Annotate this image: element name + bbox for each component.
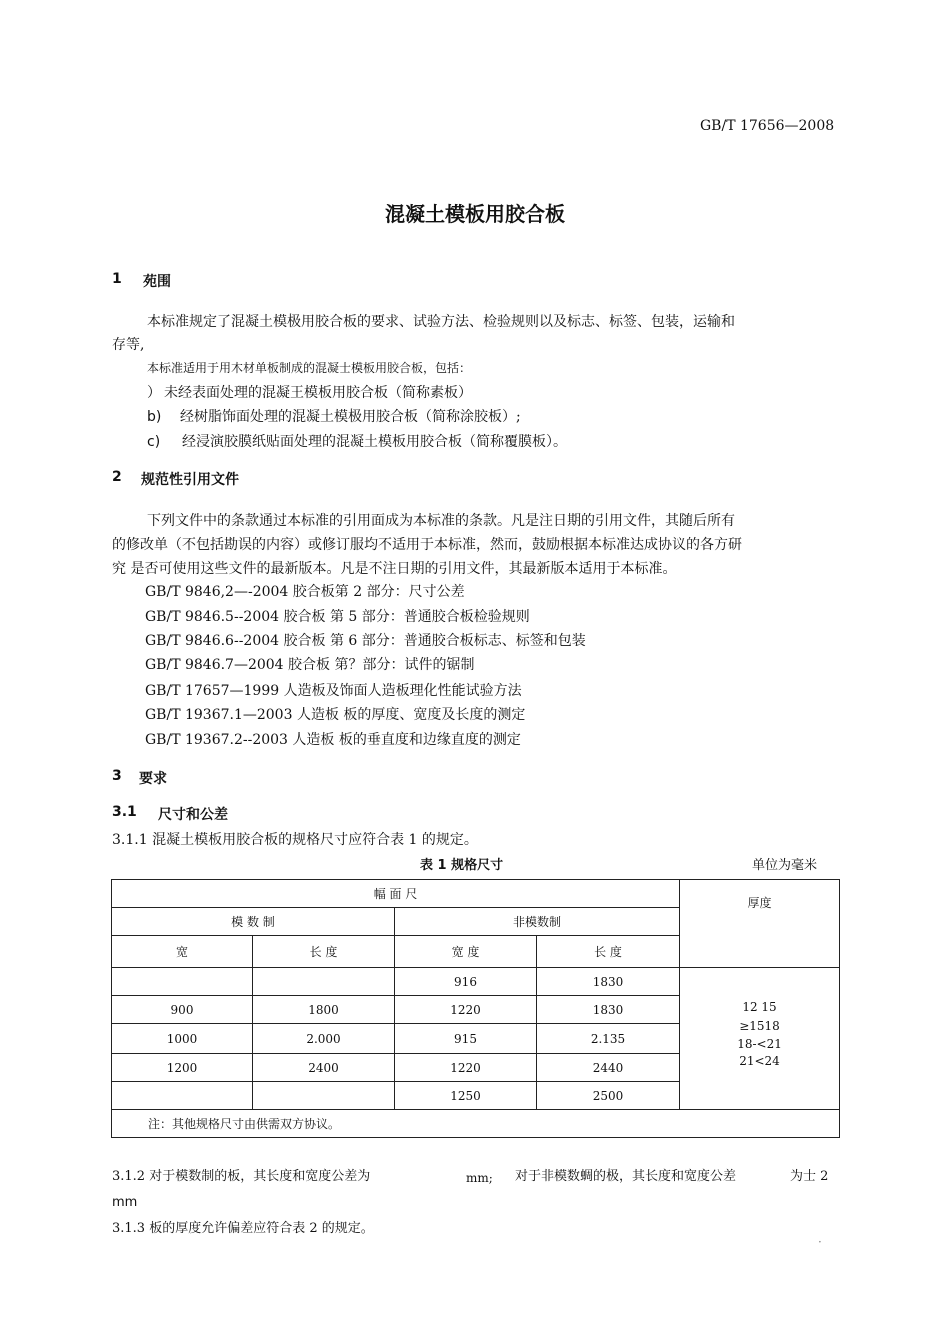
section-1-para1-line2: 存等, <box>112 337 145 353</box>
section-2-para-line3: 究 是否可使用这些文件的最新版本。凡是不注日期的引用文件，其最新版本适用于本标准。 <box>112 561 677 577</box>
table-cell: 2500 <box>537 1082 680 1110</box>
thickness-line: 12 15 <box>742 1000 777 1014</box>
scope-item-a-text: 未经表面处理的混凝王模板用胶合板（简称素板） <box>164 385 472 401</box>
section-2-number: 2 <box>112 469 122 485</box>
table-cell: 1200 <box>112 1054 253 1082</box>
table-cell: 2400 <box>253 1054 395 1082</box>
header-modular: 模 数 制 <box>112 908 395 936</box>
scope-item-c-mark: c) <box>147 434 161 450</box>
clause-3-1-2-part-d: 为士 2 <box>790 1169 829 1184</box>
thickness-line: 21<24 <box>739 1054 780 1068</box>
table-cell: 915 <box>395 1024 537 1054</box>
clause-3-1-2-part-c: 对于非模数蜩的极，其长度和宽度公差 <box>515 1169 737 1184</box>
header-nonmodular: 非模数制 <box>395 908 680 936</box>
clause-3-1-1: 3.1.1 混凝土模板用胶合板的规格尺寸应符合表 1 的规定。 <box>112 832 478 848</box>
table-cell: 2.000 <box>253 1024 395 1054</box>
table-cell <box>253 1082 395 1110</box>
subsection-3-1-number: 3.1 <box>112 804 137 820</box>
spec-table <box>111 879 840 1138</box>
clause-3-1-2-line2: mm <box>112 1195 138 1210</box>
header-length-modular: 长 度 <box>253 936 395 968</box>
reference-item: GB/T 9846.7—2004 胶合板 第？部分：试件的锯制 <box>145 657 475 673</box>
section-3-heading: 要求 <box>139 771 167 787</box>
table-cell: 1830 <box>537 968 680 996</box>
table-cell <box>253 968 395 996</box>
reference-item: GB/T 9846.5--2004 胶合板 第 5 部分：普通胶合板检验规则 <box>145 609 530 625</box>
header-thickness: 厚度 <box>680 880 840 968</box>
section-2-para-line2: 的修改单（不包括勘误的内容）或修订服均不适用于本标准，然而，鼓励根据本标准达成协议的各方研 <box>112 537 742 553</box>
table-cell: 1220 <box>395 1054 537 1082</box>
document-title: 混凝土模板用胶合板 <box>385 202 565 226</box>
table-cell: 1250 <box>395 1082 537 1110</box>
standard-code: GB/T 17656—2008 <box>700 118 835 134</box>
reference-item: GB/T 19367.1—2003 人造板 板的厚度、宽度及长度的测定 <box>145 707 526 723</box>
table-cell: 2.135 <box>537 1024 680 1054</box>
table-cell: 2440 <box>537 1054 680 1082</box>
table-cell: 916 <box>395 968 537 996</box>
section-1-para1-line1: 本标准规定了混凝土模极用胶合板的要求、试验方法、检验规则以及标志、标签、包装，运输和 <box>147 314 735 330</box>
table-unit: 单位为毫米 <box>752 858 818 873</box>
reference-item: GB/T 9846,2—-2004 胶合板第 2 部分：尺寸公差 <box>145 584 465 600</box>
thickness-line: ≥1518 <box>739 1019 780 1033</box>
table-cell: 1830 <box>537 996 680 1024</box>
reference-item: GB/T 9846.6--2004 胶合板 第 6 部分：普通胶合板标志、标签和包装 <box>145 633 586 649</box>
header-width-modular: 宽 <box>112 936 253 968</box>
thickness-values <box>680 968 840 1110</box>
header-width-nonmodular: 宽 度 <box>395 936 537 968</box>
subsection-3-1-heading: 尺寸和公差 <box>158 807 228 823</box>
clause-3-1-2-part-a: 3.1.2 对于模数制的板，其长度和宽度公差为 <box>112 1169 371 1184</box>
table-cell: 1000 <box>112 1024 253 1054</box>
table-note: 注：其他规格尺寸由供需双方协议。 <box>112 1110 840 1138</box>
table-cell <box>112 1082 253 1110</box>
table-note-row <box>112 1110 840 1138</box>
table-cell: 1220 <box>395 996 537 1024</box>
reference-item: GB/T 19367.2--2003 人造板 板的垂直度和边缘直度的测定 <box>145 732 521 748</box>
clause-3-1-3: 3.1.3 板的厚度允许偏差应符合表 2 的规定。 <box>112 1221 374 1236</box>
scope-item-b-mark: b) <box>147 409 162 425</box>
scope-item-a-mark: ） <box>147 385 161 401</box>
page-mark: · <box>818 1235 822 1249</box>
header-size: 幅 面 尺 <box>112 880 680 908</box>
section-1-number: 1 <box>112 271 122 287</box>
table-cell: 900 <box>112 996 253 1024</box>
section-3-number: 3 <box>112 768 122 784</box>
section-2-para-line1: 下列文件中的条款通过本标准的引用面成为本标准的条款。凡是注日期的引用文件，其随后所有 <box>147 513 735 529</box>
table-header-row <box>112 880 840 908</box>
section-1-para2: 本标准适用于用木材单板制成的混凝士模板用胶合板，包括： <box>147 361 472 375</box>
section-1-heading: 苑围 <box>143 274 171 290</box>
section-2-heading: 规范性引用文件 <box>141 472 239 488</box>
table-cell <box>112 968 253 996</box>
thickness-line: 18-<21 <box>737 1037 782 1051</box>
scope-item-c-text: 经浸演胶膜纸贴面处理的混凝土模板用胶合板（简称覆膜板）。 <box>182 434 567 450</box>
table-row <box>112 968 840 996</box>
table-cell: 1800 <box>253 996 395 1024</box>
table-caption: 表 1 规格尺寸 <box>420 858 504 873</box>
reference-item: GB/T 17657—1999 人造板及饰面人造板理化性能试验方法 <box>145 683 522 699</box>
header-length-nonmodular: 长 度 <box>537 936 680 968</box>
clause-3-1-2-part-b: mm; <box>466 1171 493 1185</box>
scope-item-b-text: 经树脂饰面处理的混凝土模极用胶合板（简称涂胶板）; <box>180 409 521 425</box>
